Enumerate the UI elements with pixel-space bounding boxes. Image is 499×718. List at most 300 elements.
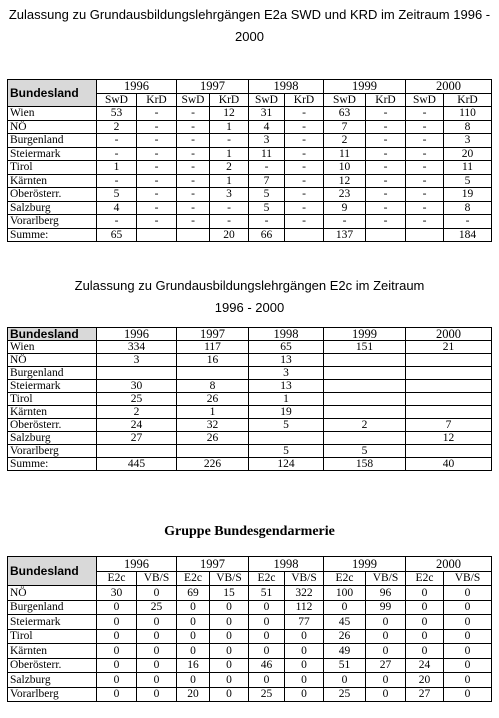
table-cell: 8 [177, 380, 249, 393]
table-cell: 16 [177, 658, 210, 673]
table-cell: - [366, 161, 406, 175]
table-cell: 0 [97, 673, 137, 688]
table-row [8, 687, 492, 702]
table-cell: 0 [366, 687, 406, 702]
row-label: Burgenland [8, 600, 97, 615]
table-cell: - [137, 120, 177, 134]
table-cell: 96 [366, 586, 406, 601]
table-cell [406, 393, 492, 406]
table-cell [97, 445, 177, 458]
table-cell: 24 [406, 658, 444, 673]
table-row [8, 161, 492, 175]
table-cell: 40 [406, 458, 492, 471]
table-cell: 0 [97, 600, 137, 615]
table-cell: - [285, 107, 324, 121]
subheader-cell: KrD [444, 93, 492, 107]
table-cell: - [285, 188, 324, 202]
table-cell: 12 [406, 432, 492, 445]
table-cell: 0 [177, 673, 210, 688]
table-cell [406, 380, 492, 393]
table-cell: 5 [249, 445, 324, 458]
table-cell: 21 [406, 341, 492, 354]
table-cell: 110 [444, 107, 492, 121]
table-cell: 2 [97, 120, 137, 134]
table-cell: 30 [97, 380, 177, 393]
table-cell: 0 [285, 673, 324, 688]
table-cell: 0 [324, 600, 366, 615]
row-label: Vorarlberg [8, 445, 97, 458]
table-cell: 7 [324, 120, 366, 134]
table-cell: 0 [210, 629, 249, 644]
table-cell: 20 [406, 673, 444, 688]
table-cell: 0 [249, 644, 285, 659]
subheader-cell: E2c [177, 571, 210, 586]
table-cell: 3 [97, 354, 177, 367]
table1-title-line1: Zulassung zu Grundausbildungslehrgängen E2a SWD und KRD im Zeitraum 1996 - [8, 7, 491, 22]
table-cell: 1 [210, 120, 249, 134]
table-cell: - [177, 134, 210, 148]
table-row [8, 458, 492, 471]
table-cell: 5 [324, 445, 406, 458]
subheader-cell: SwD [324, 93, 366, 107]
table-cell: 0 [366, 644, 406, 659]
table-row [8, 341, 492, 354]
row-label: NÖ [8, 120, 97, 134]
row-label: Steiermark [8, 147, 97, 161]
year-header: 1996 [97, 328, 177, 341]
table-cell: - [366, 201, 406, 215]
table-cell: - [406, 107, 444, 121]
table-cell: 2 [210, 161, 249, 175]
table-cell: 49 [324, 644, 366, 659]
table-cell: 51 [249, 586, 285, 601]
table-cell: 0 [177, 615, 210, 630]
table-cell [177, 445, 249, 458]
table-row [8, 147, 492, 161]
table-cell: 112 [285, 600, 324, 615]
table-cell: - [324, 215, 366, 229]
year-header: 2000 [406, 557, 492, 572]
table-cell: - [210, 201, 249, 215]
table-cell: - [406, 188, 444, 202]
row-label: NÖ [8, 354, 97, 367]
table-cell: 23 [324, 188, 366, 202]
table-cell: 8 [444, 120, 492, 134]
table-cell: 100 [324, 586, 366, 601]
subheader-cell: E2c [324, 571, 366, 586]
table-cell: 1 [97, 161, 137, 175]
table-cell: - [177, 147, 210, 161]
table-cell: 5 [249, 201, 285, 215]
table-cell: 19 [249, 406, 324, 419]
table-cell: 32 [177, 419, 249, 432]
table-cell: 25 [97, 393, 177, 406]
table-cell: 117 [177, 341, 249, 354]
row-label: Wien [8, 341, 97, 354]
table-cell: 2 [97, 406, 177, 419]
year-header: 2000 [406, 80, 492, 94]
table-row [8, 644, 492, 659]
row-label: Tirol [8, 629, 97, 644]
table-cell: 63 [324, 107, 366, 121]
table-cell: 5 [249, 419, 324, 432]
table-cell: - [285, 147, 324, 161]
table-cell: 16 [177, 354, 249, 367]
table-cell [324, 432, 406, 445]
table-cell: 20 [177, 687, 210, 702]
table-cell: 7 [406, 419, 492, 432]
row-label: Oberösterr. [8, 658, 97, 673]
table-cell [324, 354, 406, 367]
table2-title [0, 275, 499, 319]
table-cell: 0 [366, 629, 406, 644]
table-cell: 184 [444, 228, 492, 242]
table-cell: 0 [177, 644, 210, 659]
table-cell: - [285, 201, 324, 215]
table-cell: - [249, 215, 285, 229]
table-cell: 334 [97, 341, 177, 354]
table-cell: 0 [97, 644, 137, 659]
row-label: Salzburg [8, 673, 97, 688]
table-cell [366, 228, 406, 242]
table-row [8, 354, 492, 367]
subheader-cell: VB/S [137, 571, 177, 586]
table-cell: 0 [177, 629, 210, 644]
table-cell: 0 [97, 658, 137, 673]
table-cell: 26 [177, 432, 249, 445]
column-header-bundesland: Bundesland [8, 328, 97, 341]
table-cell [324, 380, 406, 393]
table-cell: 0 [406, 586, 444, 601]
subheader-cell: E2c [249, 571, 285, 586]
table-cell: 46 [249, 658, 285, 673]
table-row [8, 134, 492, 148]
table-cell: - [97, 147, 137, 161]
year-header: 1998 [249, 557, 324, 572]
table-cell: - [285, 120, 324, 134]
table-cell: 9 [324, 201, 366, 215]
table-cell: - [406, 215, 444, 229]
table-cell: 25 [249, 687, 285, 702]
table-cell [97, 367, 177, 380]
table-cell: 0 [249, 600, 285, 615]
table-cell: 0 [210, 615, 249, 630]
table-cell: 30 [97, 586, 137, 601]
table-bundesgendarmerie [7, 556, 492, 702]
table-cell: 0 [137, 586, 177, 601]
table-cell: 0 [444, 658, 492, 673]
table-cell: 25 [324, 687, 366, 702]
row-label: Tirol [8, 393, 97, 406]
table-cell: 0 [406, 600, 444, 615]
table-cell: 2 [324, 134, 366, 148]
table-cell: 1 [210, 147, 249, 161]
table-cell: - [210, 134, 249, 148]
table-cell: - [137, 215, 177, 229]
table-cell: 12 [324, 174, 366, 188]
table-cell: - [177, 120, 210, 134]
table-cell: 137 [324, 228, 366, 242]
table-cell: 3 [444, 134, 492, 148]
table-cell: 0 [406, 629, 444, 644]
table-cell: - [137, 201, 177, 215]
table-cell: 0 [285, 629, 324, 644]
table-cell: 0 [210, 658, 249, 673]
table-cell: 13 [249, 354, 324, 367]
year-header: 1998 [249, 328, 324, 341]
table-cell: 124 [249, 458, 324, 471]
table1-title [0, 4, 499, 48]
subheader-cell: SwD [177, 93, 210, 107]
table-cell: 26 [177, 393, 249, 406]
table-cell: - [366, 188, 406, 202]
row-label: Summe: [8, 458, 97, 471]
table-cell: - [177, 215, 210, 229]
table3-title: Gruppe Bundesgendarmerie [164, 524, 335, 539]
table-cell: 20 [210, 228, 249, 242]
table-cell: - [137, 188, 177, 202]
table-cell: 1 [249, 393, 324, 406]
table-cell: 1 [210, 174, 249, 188]
year-header: 1998 [249, 80, 324, 94]
table-cell: 24 [97, 419, 177, 432]
table-cell: 0 [137, 687, 177, 702]
table-cell: 0 [137, 658, 177, 673]
table-cell: 0 [97, 615, 137, 630]
row-label: Wien [8, 107, 97, 121]
table-row [8, 215, 492, 229]
table-cell: 0 [324, 673, 366, 688]
table-row [8, 228, 492, 242]
table-cell: - [285, 215, 324, 229]
table-cell: - [137, 147, 177, 161]
table-row [8, 406, 492, 419]
table-row [8, 188, 492, 202]
table-cell: 65 [97, 228, 137, 242]
table-cell: 0 [137, 615, 177, 630]
table-cell: 31 [249, 107, 285, 121]
table-cell: - [406, 147, 444, 161]
year-header: 1999 [324, 80, 406, 94]
table-cell: 0 [285, 658, 324, 673]
header-row [8, 557, 492, 572]
table-e2c [7, 327, 492, 471]
subheader-cell: KrD [137, 93, 177, 107]
table-cell: - [285, 174, 324, 188]
table-cell: - [97, 134, 137, 148]
table-cell [324, 393, 406, 406]
table-cell: - [406, 174, 444, 188]
table-cell: - [177, 174, 210, 188]
header-row [8, 80, 492, 94]
table-cell: 0 [285, 644, 324, 659]
table-row [8, 586, 492, 601]
table-cell: 3 [210, 188, 249, 202]
table-cell: - [137, 174, 177, 188]
table-cell [406, 445, 492, 458]
row-label: Summe: [8, 228, 97, 242]
table-cell: 8 [444, 201, 492, 215]
table1-title-line2: 2000 [235, 29, 264, 44]
table-cell: 99 [366, 600, 406, 615]
row-label: Kärnten [8, 174, 97, 188]
column-header-bundesland: Bundesland [8, 80, 97, 107]
row-label: NÖ [8, 586, 97, 601]
table-cell [285, 228, 324, 242]
table-cell: 26 [324, 629, 366, 644]
table-cell: - [137, 134, 177, 148]
table-cell: 5 [97, 188, 137, 202]
table-cell: - [406, 161, 444, 175]
table-cell: - [406, 134, 444, 148]
subheader-cell: SwD [249, 93, 285, 107]
table-cell: 0 [406, 644, 444, 659]
table-cell: 0 [210, 687, 249, 702]
table-row [8, 673, 492, 688]
table-cell: - [406, 201, 444, 215]
table-cell: 10 [324, 161, 366, 175]
table-cell: 0 [444, 615, 492, 630]
table-cell [406, 228, 444, 242]
table-cell: 0 [285, 687, 324, 702]
table-cell: 15 [210, 586, 249, 601]
row-label: Salzburg [8, 432, 97, 445]
table-cell: 0 [210, 600, 249, 615]
table-cell: - [285, 161, 324, 175]
row-label: Kärnten [8, 406, 97, 419]
table-row [8, 600, 492, 615]
row-label: Tirol [8, 161, 97, 175]
table-cell: 322 [285, 586, 324, 601]
table-cell: 0 [177, 600, 210, 615]
column-header-bundesland: Bundesland [8, 557, 97, 586]
table-cell: - [97, 174, 137, 188]
table-cell: 20 [444, 147, 492, 161]
table-cell: 0 [97, 687, 137, 702]
table-cell: 0 [444, 673, 492, 688]
row-label: Kärnten [8, 644, 97, 659]
table-cell [324, 406, 406, 419]
table-cell: - [366, 215, 406, 229]
table-cell: - [210, 215, 249, 229]
row-label: Oberösterr. [8, 419, 97, 432]
table-cell: 27 [97, 432, 177, 445]
table-cell: 11 [324, 147, 366, 161]
subheader-cell: SwD [97, 93, 137, 107]
table-cell: 5 [444, 174, 492, 188]
table-cell: - [366, 174, 406, 188]
table-cell: 25 [137, 600, 177, 615]
table-cell: 13 [249, 380, 324, 393]
table-cell: 445 [97, 458, 177, 471]
subheader-cell: VB/S [366, 571, 406, 586]
table-cell: 27 [406, 687, 444, 702]
table-cell: - [366, 107, 406, 121]
table-cell: 19 [444, 188, 492, 202]
row-label: Burgenland [8, 367, 97, 380]
table-row [8, 174, 492, 188]
table-cell [406, 406, 492, 419]
table-cell: - [366, 120, 406, 134]
table-row [8, 629, 492, 644]
table-cell: 11 [249, 147, 285, 161]
table-row [8, 432, 492, 445]
row-label: Oberösterr. [8, 188, 97, 202]
table-cell [137, 228, 177, 242]
table-cell: - [97, 215, 137, 229]
header-row [8, 328, 492, 341]
table-row [8, 367, 492, 380]
table-cell: 0 [444, 586, 492, 601]
table-row [8, 201, 492, 215]
table-cell: 0 [210, 644, 249, 659]
subheader-cell: E2c [406, 571, 444, 586]
table-cell: - [177, 161, 210, 175]
table-cell: - [177, 188, 210, 202]
table-cell: 51 [324, 658, 366, 673]
table-cell: 65 [249, 341, 324, 354]
table-cell [406, 354, 492, 367]
row-label: Vorarlberg [8, 215, 97, 229]
table-cell: 5 [249, 188, 285, 202]
table-cell [177, 367, 249, 380]
year-header: 2000 [406, 328, 492, 341]
table-cell: 0 [366, 673, 406, 688]
year-header: 1997 [177, 557, 249, 572]
table-cell: 0 [210, 673, 249, 688]
table-cell: - [249, 161, 285, 175]
table-cell: 0 [444, 600, 492, 615]
subheader-cell: KrD [366, 93, 406, 107]
subheader-cell: VB/S [444, 571, 492, 586]
table-cell [177, 228, 210, 242]
table-cell: - [366, 134, 406, 148]
table-cell: 66 [249, 228, 285, 242]
table-cell: - [177, 107, 210, 121]
year-header: 1996 [97, 80, 177, 94]
table-cell: 0 [137, 673, 177, 688]
table-cell: - [285, 134, 324, 148]
table-e2a-swd-krd [7, 79, 492, 242]
table-cell: 0 [137, 629, 177, 644]
table-row [8, 120, 492, 134]
row-label: Steiermark [8, 615, 97, 630]
table-row [8, 445, 492, 458]
year-header: 1996 [97, 557, 177, 572]
table-cell: 7 [249, 174, 285, 188]
subheader-cell: KrD [285, 93, 324, 107]
subheader-cell: VB/S [210, 571, 249, 586]
row-label: Vorarlberg [8, 687, 97, 702]
table-row [8, 380, 492, 393]
subheader-cell: SwD [406, 93, 444, 107]
table-row [8, 393, 492, 406]
table-cell: 0 [366, 615, 406, 630]
year-header: 1999 [324, 328, 406, 341]
table-cell: 77 [285, 615, 324, 630]
year-header: 1997 [177, 80, 249, 94]
table-cell: - [406, 120, 444, 134]
table-cell: 2 [324, 419, 406, 432]
table-cell: 226 [177, 458, 249, 471]
table-cell: 53 [97, 107, 137, 121]
table-cell: 158 [324, 458, 406, 471]
table-cell: 0 [249, 615, 285, 630]
table-cell [249, 432, 324, 445]
table-cell: 0 [444, 687, 492, 702]
table-cell: 1 [177, 406, 249, 419]
subheader-cell: E2c [97, 571, 137, 586]
